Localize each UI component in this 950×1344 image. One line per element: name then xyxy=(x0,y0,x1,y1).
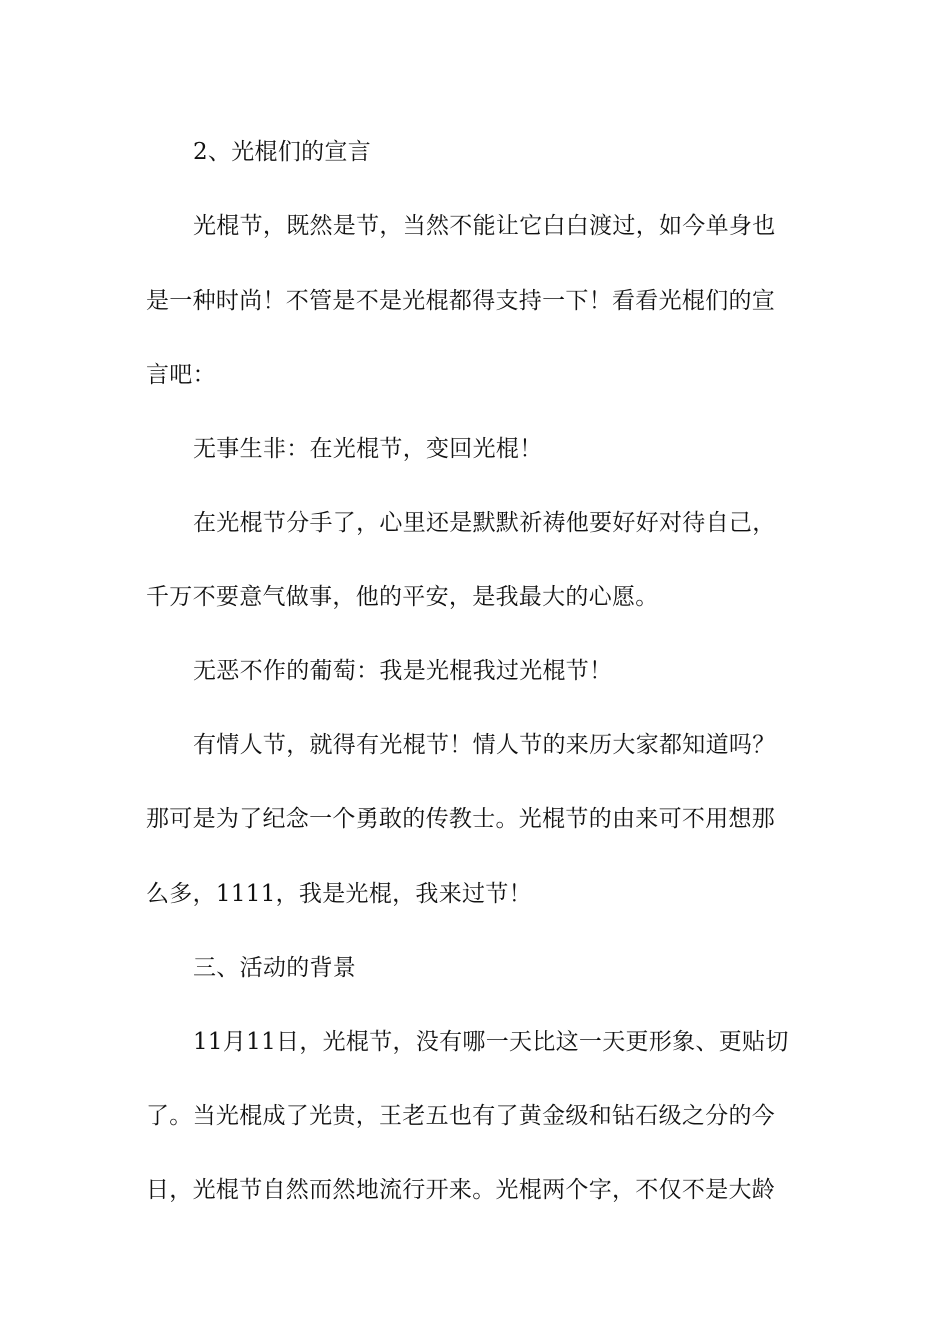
paragraph-line: 是一种时尚！不管是不是光棍都得支持一下！看看光棍们的宣 xyxy=(146,288,776,314)
paragraph-line: 日，光棍节自然而然地流行开来。光棍两个字，不仅不是大龄 xyxy=(146,1177,776,1203)
paragraph-line: 光棍节，既然是节，当然不能让它白白渡过，如今单身也 xyxy=(193,213,776,239)
paragraph-line: 么多，1111，我是光棍，我来过节！ xyxy=(146,881,532,907)
paragraph-line: 千万不要意气做事，他的平安，是我最大的心愿。 xyxy=(146,584,659,610)
paragraph-line: 言吧： xyxy=(146,362,216,388)
paragraph-line: 了。当光棍成了光贵，王老五也有了黄金级和钻石级之分的今 xyxy=(146,1103,776,1129)
section-heading-background: 三、活动的背景 xyxy=(193,955,357,981)
paragraph-line: 有情人节，就得有光棍节！情人节的来历大家都知道吗？ xyxy=(193,732,776,758)
paragraph-line: 无事生非：在光棍节，变回光棍！ xyxy=(193,436,543,462)
paragraph-line: 无恶不作的葡萄：我是光棍我过光棍节！ xyxy=(193,658,613,684)
paragraph-line: 那可是为了纪念一个勇敢的传教士。光棍节的由来可不用想那 xyxy=(146,806,776,832)
section-heading-manifesto: 2、光棍们的宣言 xyxy=(193,139,372,165)
paragraph-line: 11月11日，光棍节，没有哪一天比这一天更形象、更贴切 xyxy=(193,1029,789,1055)
paragraph-line: 在光棍节分手了，心里还是默默祈祷他要好好对待自己， xyxy=(193,510,776,536)
